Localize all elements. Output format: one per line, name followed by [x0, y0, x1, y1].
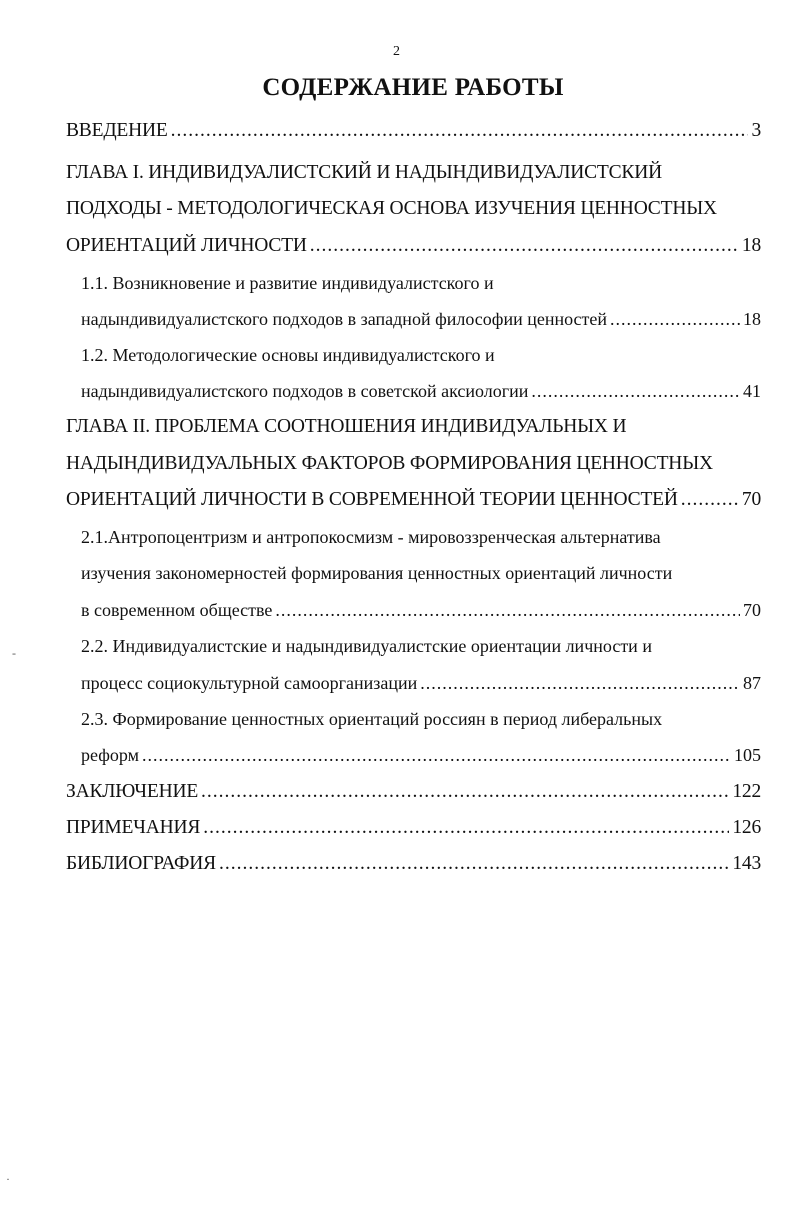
- toc-section-2-1-line-1[interactable]: [81, 524, 661, 550]
- toc-entry-label: ОРИЕНТАЦИЙ ЛИЧНОСТИ: [66, 235, 307, 256]
- toc-entry-label: 2.2. Индивидуалистские и надындивидуалистские ориентации личности и: [81, 636, 652, 656]
- toc-page-number: 18: [743, 309, 761, 329]
- scan-artifact-mark: ·: [6, 1172, 10, 1186]
- toc-section-1-1-line-2[interactable]: [81, 306, 761, 332]
- dot-leader: [310, 233, 739, 259]
- dot-leader: [275, 597, 740, 623]
- toc-entry-label: в современном обществе: [81, 600, 273, 620]
- toc-entry-label: ГЛАВА II. ПРОБЛЕМА СООТНОШЕНИЯ ИНДИВИДУАЛЬНЫХ И: [66, 416, 627, 437]
- toc-entry-label: ПРИМЕЧАНИЯ: [66, 817, 201, 838]
- toc-page-number: 143: [732, 853, 761, 874]
- toc-chapter-1-line-2[interactable]: [66, 196, 717, 222]
- toc-page-number: 41: [743, 381, 761, 401]
- dot-leader: [201, 779, 729, 805]
- dot-leader: [420, 670, 740, 696]
- toc-entry-notes[interactable]: [66, 815, 761, 841]
- dot-leader: [142, 742, 731, 768]
- page-number: 2: [393, 44, 400, 59]
- toc-entry-label: надындивидуалистского подходов в советской аксиологии: [81, 381, 529, 401]
- toc-section-1-2-line-2[interactable]: [81, 378, 761, 404]
- toc-entry-label: ПОДХОДЫ - МЕТОДОЛОГИЧЕСКАЯ ОСНОВА ИЗУЧЕНИЯ ЦЕННОСТНЫХ: [66, 198, 717, 219]
- toc-section-2-1-line-2[interactable]: [81, 560, 672, 586]
- toc-entry-label: ЗАКЛЮЧЕНИЕ: [66, 781, 199, 802]
- dot-leader: [531, 378, 740, 404]
- toc-section-1-1-line-1[interactable]: [81, 270, 494, 296]
- toc-chapter-1-line-3[interactable]: [66, 233, 761, 259]
- toc-chapter-2-line-1[interactable]: [66, 414, 626, 440]
- toc-entry-intro[interactable]: [66, 118, 761, 144]
- dot-leader: [203, 815, 729, 841]
- toc-page-number: 126: [732, 817, 761, 838]
- page-title: СОДЕРЖАНИЕ РАБОТЫ: [262, 74, 564, 101]
- toc-page-number: 70: [741, 489, 761, 510]
- toc-section-2-2-line-2[interactable]: [81, 670, 761, 696]
- toc-chapter-2-line-2[interactable]: [66, 451, 713, 477]
- toc-entry-label: НАДЫНДИВИДУАЛЬНЫХ ФАКТОРОВ ФОРМИРОВАНИЯ ЦЕННОСТНЫХ: [66, 453, 713, 474]
- toc-entry-label: ВВЕДЕНИЕ: [66, 120, 168, 141]
- toc-page-number: 18: [741, 235, 761, 256]
- toc-entry-label: изучения закономерностей формирования ценностных ориентаций личности: [81, 563, 673, 583]
- toc-entry-label: ОРИЕНТАЦИЙ ЛИЧНОСТИ В СОВРЕМЕННОЙ ТЕОРИИ ЦЕННОСТЕЙ: [66, 489, 678, 510]
- toc-section-2-2-line-1[interactable]: [81, 633, 652, 659]
- toc-section-2-3-line-1[interactable]: [81, 706, 662, 732]
- toc-entry-label: 1.1. Возникновение и развитие индивидуалистского и: [81, 273, 494, 293]
- toc-page-number: 122: [732, 781, 761, 802]
- toc-entry-label: 1.2. Методологические основы индивидуалистского и: [81, 345, 495, 365]
- scan-artifact-mark: -: [12, 646, 16, 660]
- toc-entry-label: ГЛАВА I. ИНДИВИДУАЛИСТСКИЙ И НАДЫНДИВИДУАЛИСТСКИЙ: [66, 162, 663, 183]
- toc-section-2-3-line-2[interactable]: [81, 742, 761, 768]
- toc-chapter-2-line-3[interactable]: [66, 487, 761, 513]
- dot-leader: [171, 118, 749, 144]
- toc-entry-label: надындивидуалистского подходов в западной философии ценностей: [81, 309, 608, 329]
- dot-leader: [610, 306, 740, 332]
- dot-leader: [219, 851, 729, 877]
- toc-entry-label: БИБЛИОГРАФИЯ: [66, 853, 216, 874]
- toc-entry-label: 2.1.Антропоцентризм и антропокосмизм - мировоззренческая альтернатива: [81, 527, 661, 547]
- toc-page-number: 105: [734, 745, 761, 765]
- toc-entry-label: процесс социокультурной самоорганизации: [81, 673, 418, 693]
- toc-entry-label: реформ: [81, 745, 139, 765]
- toc-page-number: 87: [743, 673, 761, 693]
- toc-entry-label: 2.3. Формирование ценностных ориентаций россиян в период либеральных: [81, 709, 663, 729]
- toc-entry-bibliography[interactable]: [66, 851, 761, 877]
- toc-chapter-1-line-1[interactable]: [66, 160, 662, 186]
- dot-leader: [681, 487, 739, 513]
- toc-entry-conclusion[interactable]: [66, 779, 761, 805]
- toc-section-2-1-line-3[interactable]: [81, 597, 761, 623]
- toc-page-number: 3: [751, 120, 761, 141]
- toc-page-number: 70: [743, 600, 761, 620]
- toc-section-1-2-line-1[interactable]: [81, 342, 495, 368]
